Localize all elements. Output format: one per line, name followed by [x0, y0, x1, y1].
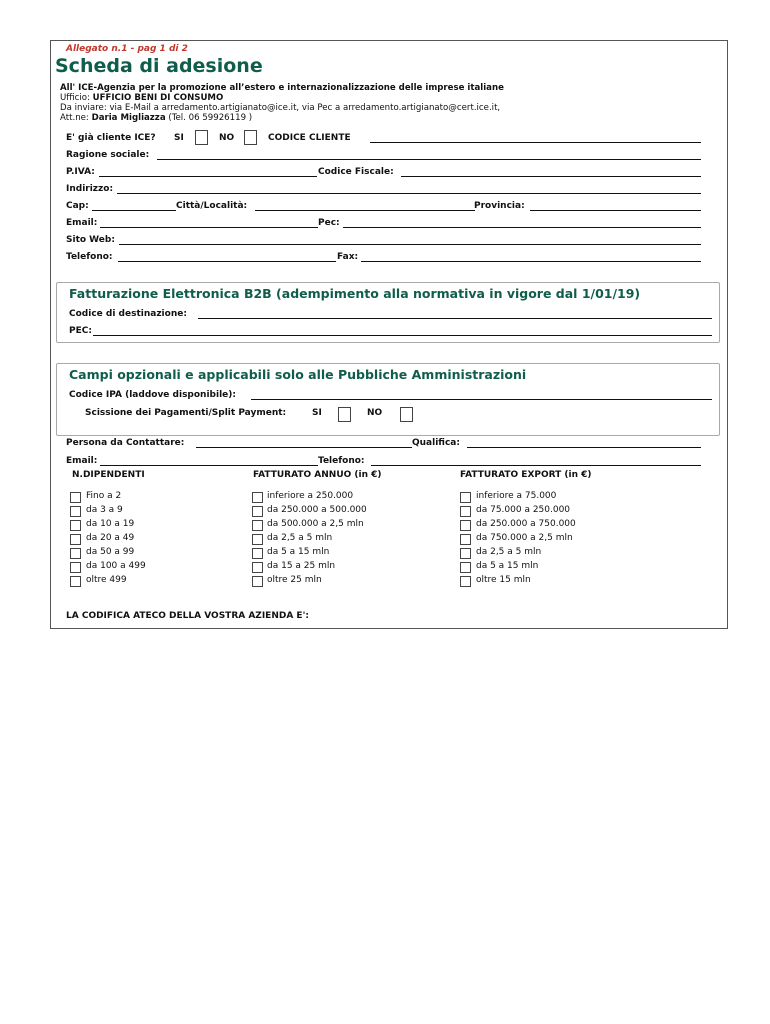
dipendenti-option-checkbox[interactable]	[70, 576, 81, 587]
indirizzo-field[interactable]	[117, 193, 701, 194]
citta-label: Città/Località:	[176, 201, 248, 211]
codice-ipa-field[interactable]	[251, 399, 712, 400]
dipendenti-option-label: Fino a 2	[86, 491, 122, 501]
fatturato-option-label: da 500.000 a 2,5 mln	[267, 519, 364, 529]
persona-field[interactable]	[196, 447, 412, 448]
qualifica-label: Qualifica:	[412, 438, 460, 448]
codice-fiscale-field[interactable]	[401, 176, 701, 177]
codice-destinazione-field[interactable]	[198, 318, 712, 319]
fatturato-option-label: da 5 a 15 mln	[267, 547, 330, 557]
persona-label: Persona da Contattare:	[66, 438, 185, 448]
contact-telefono-field[interactable]	[371, 465, 701, 466]
fatturato-option-checkbox[interactable]	[252, 534, 263, 545]
client-no-label: NO	[219, 133, 235, 143]
dipendenti-option-label: da 20 a 49	[86, 533, 135, 543]
attn-tel: (Tel. 06 59926119 )	[165, 113, 253, 123]
client-si-label: SI	[174, 133, 184, 143]
fatturato-option-label: da 250.000 a 500.000	[267, 505, 367, 515]
client-no-checkbox[interactable]	[244, 130, 257, 145]
pa-title: Campi opzionali e applicabili solo alle Pubbliche Amministrazioni	[69, 367, 527, 382]
split-si-checkbox[interactable]	[338, 407, 351, 422]
export-option-checkbox[interactable]	[460, 562, 471, 573]
einvoice-pec-label: PEC:	[69, 326, 92, 336]
fatturato-option-label: oltre 25 mln	[267, 575, 322, 585]
fatturato-option-label: da 15 a 25 mln	[267, 561, 336, 571]
office-label: Ufficio:	[60, 93, 93, 103]
ragione-sociale-label: Ragione sociale:	[66, 150, 150, 160]
dipendenti-option-label: da 100 a 499	[86, 561, 146, 571]
fatturato-header: FATTURATO ANNUO (in €)	[253, 470, 382, 480]
dipendenti-option-checkbox[interactable]	[70, 562, 81, 573]
dipendenti-option-checkbox[interactable]	[70, 520, 81, 531]
dipendenti-option-label: da 10 a 19	[86, 519, 135, 529]
codice-destinazione-label: Codice di destinazione:	[69, 309, 187, 319]
telefono-field[interactable]	[118, 261, 336, 262]
fatturato-option-checkbox[interactable]	[252, 506, 263, 517]
fatturato-option-checkbox[interactable]	[252, 492, 263, 503]
cap-field[interactable]	[92, 210, 176, 211]
provincia-field[interactable]	[530, 210, 701, 211]
fatturato-option-checkbox[interactable]	[252, 562, 263, 573]
export-option-label: da 750.000 a 2,5 mln	[476, 533, 573, 543]
attn-line	[60, 113, 252, 123]
ateco-label: LA CODIFICA ATECO DELLA VOSTRA AZIENDA E':	[66, 611, 309, 621]
einvoice-pec-field[interactable]	[93, 335, 712, 336]
export-option-label: da 2,5 a 5 mln	[476, 547, 542, 557]
export-option-checkbox[interactable]	[460, 548, 471, 559]
fatturato-option-label: inferiore a 250.000	[267, 491, 354, 501]
pec-label: Pec:	[318, 218, 340, 228]
office-value: UFFICIO BENI DI CONSUMO	[92, 93, 224, 103]
einvoice-title: Fatturazione Elettronica B2B (adempimento alla normativa in vigore dal 1/01/19)	[69, 286, 641, 301]
qualifica-field[interactable]	[467, 447, 701, 448]
export-option-label: oltre 15 mln	[476, 575, 531, 585]
fatturato-option-checkbox[interactable]	[252, 548, 263, 559]
pec-field[interactable]	[343, 227, 701, 228]
codice-fiscale-label: Codice Fiscale:	[318, 167, 394, 177]
fax-field[interactable]	[361, 261, 701, 262]
citta-field[interactable]	[255, 210, 475, 211]
export-option-checkbox[interactable]	[460, 520, 471, 531]
export-option-label: da 75.000 a 250.000	[476, 505, 571, 515]
attn-name: Daria Migliazza	[91, 113, 166, 123]
split-no-checkbox[interactable]	[400, 407, 413, 422]
codice-ipa-label: Codice IPA (laddove disponibile):	[69, 390, 236, 400]
split-si-label: SI	[312, 408, 322, 418]
export-option-label: inferiore a 75.000	[476, 491, 557, 501]
export-option-checkbox[interactable]	[460, 506, 471, 517]
attn-label: Att.ne:	[60, 113, 92, 123]
dipendenti-option-checkbox[interactable]	[70, 548, 81, 559]
contact-email-label: Email:	[66, 456, 98, 466]
office-line	[60, 93, 223, 103]
provincia-label: Provincia:	[474, 201, 525, 211]
export-option-label: da 5 a 15 mln	[476, 561, 539, 571]
allegato-label: Allegato n.1 - pag 1 di 2	[66, 44, 188, 54]
split-payment-label: Scissione dei Pagamenti/Split Payment:	[85, 408, 287, 418]
client-si-checkbox[interactable]	[195, 130, 208, 145]
client-question: E' già cliente ICE?	[66, 133, 156, 143]
sito-web-field[interactable]	[119, 244, 701, 245]
page-title: Scheda di adesione	[55, 55, 263, 77]
sito-web-label: Sito Web:	[66, 235, 115, 245]
piva-field[interactable]	[99, 176, 317, 177]
dipendenti-option-checkbox[interactable]	[70, 506, 81, 517]
dipendenti-option-checkbox[interactable]	[70, 534, 81, 545]
telefono-label: Telefono:	[66, 252, 113, 262]
split-no-label: NO	[367, 408, 383, 418]
codice-cliente-field[interactable]	[370, 142, 701, 143]
codice-cliente-label: CODICE CLIENTE	[268, 133, 351, 143]
fatturato-option-label: da 2,5 a 5 mln	[267, 533, 333, 543]
recipient-line: All' ICE-Agenzia per la promozione all’estero e internazionalizzazione delle imprese italiane	[60, 83, 504, 93]
contact-email-field[interactable]	[100, 465, 318, 466]
send-line: Da inviare: via E-Mail a arredamento.artigianato@ice.it, via Pec a arredamento.artigianato@cert.ice.it,	[60, 103, 501, 113]
indirizzo-label: Indirizzo:	[66, 184, 114, 194]
cap-label: Cap:	[66, 201, 89, 211]
email-field[interactable]	[100, 227, 318, 228]
dipendenti-option-checkbox[interactable]	[70, 492, 81, 503]
export-option-checkbox[interactable]	[460, 534, 471, 545]
export-option-checkbox[interactable]	[460, 576, 471, 587]
fax-label: Fax:	[337, 252, 359, 262]
export-option-label: da 250.000 a 750.000	[476, 519, 576, 529]
fatturato-option-checkbox[interactable]	[252, 520, 263, 531]
dipendenti-header: N.DIPENDENTI	[72, 470, 145, 480]
ragione-sociale-field[interactable]	[157, 159, 701, 160]
export-option-checkbox[interactable]	[460, 492, 471, 503]
export-header: FATTURATO EXPORT (in €)	[460, 470, 592, 480]
dipendenti-option-label: da 50 a 99	[86, 547, 135, 557]
dipendenti-option-label: da 3 a 9	[86, 505, 123, 515]
fatturato-option-checkbox[interactable]	[252, 576, 263, 587]
email-label: Email:	[66, 218, 98, 228]
contact-telefono-label: Telefono:	[318, 456, 365, 466]
piva-label: P.IVA:	[66, 167, 95, 177]
dipendenti-option-label: oltre 499	[86, 575, 127, 585]
